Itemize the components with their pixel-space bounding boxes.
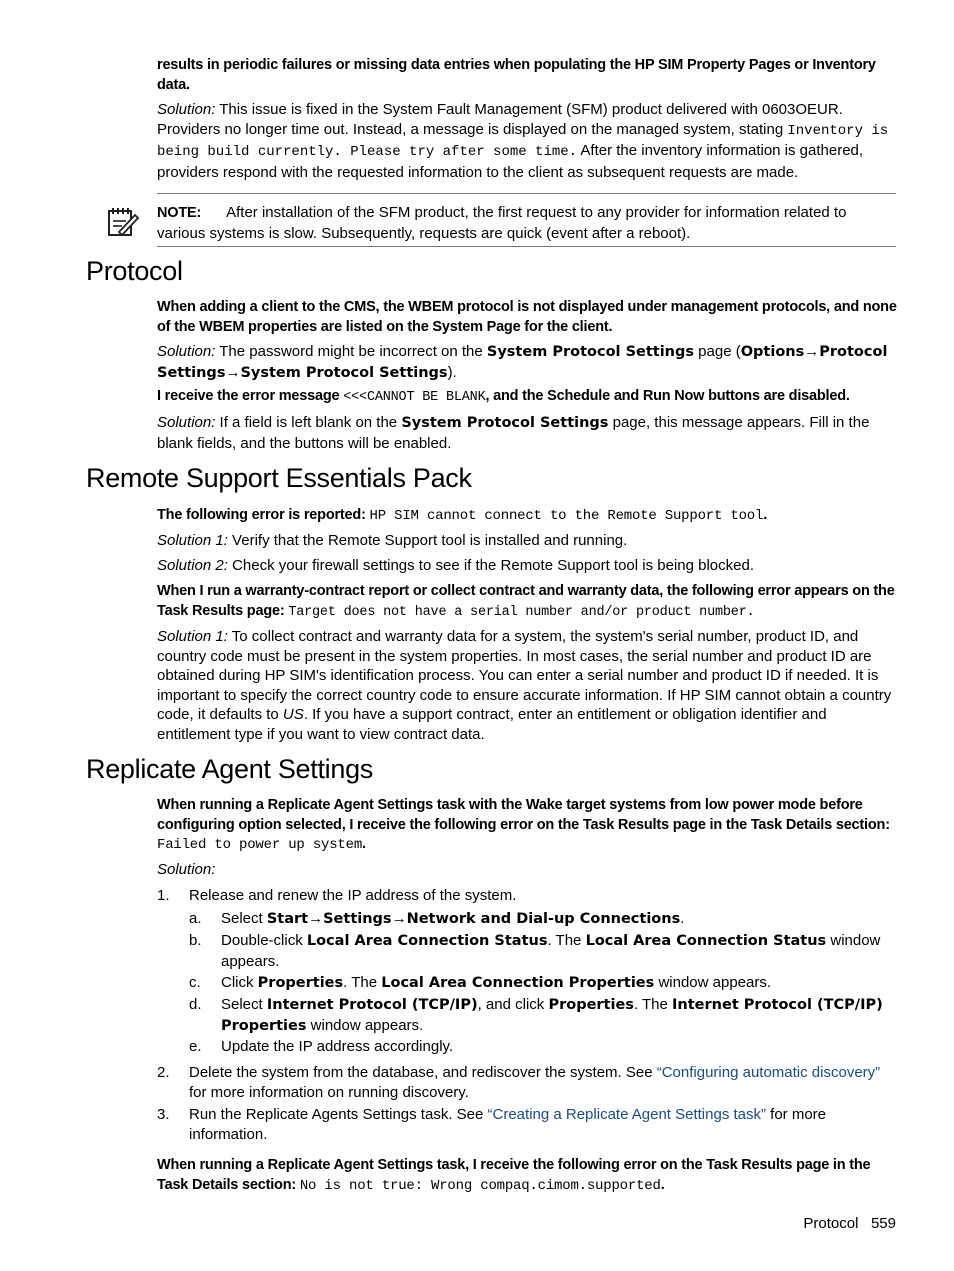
note-body: NOTE: After installation of the SFM product, the first request to any provider for information related to various systems is slow. Subsequently, requests are quick (event after a reboot). xyxy=(157,204,847,242)
heading-replicate-agent: Replicate Agent Settings xyxy=(86,754,373,784)
rsep-solution-2: Solution 2: Check your firewall settings to see if the Remote Support tool is being blocked. xyxy=(157,557,754,574)
heading-remote-support: Remote Support Essentials Pack xyxy=(86,463,472,493)
rsep-question-1: The following error is reported: HP SIM cannot connect to the Remote Support tool. xyxy=(157,507,768,524)
ras-solution-label: Solution: xyxy=(157,861,216,878)
protocol-solution-1: Solution: The password might be incorrect on the System Protocol Settings page (Options→Protocol Settings→System Protocol Settings). xyxy=(157,343,888,381)
rsep-solution-1: Solution 1: Verify that the Remote Support tool is installed and running. xyxy=(157,532,628,549)
intro-question: results in periodic failures or missing data entries when populating the HP SIM Property Pages or Inventory data. xyxy=(157,57,876,93)
link-creating-replicate-agent-task[interactable]: “Creating a Replicate Agent Settings task” xyxy=(487,1106,766,1123)
page-number: 559 xyxy=(870,1215,896,1232)
ras-question-2: When running a Replicate Agent Settings task, I receive the following error on the Task Results page in the Task Details section: No is not true: Wrong compaq.cimom.supported. xyxy=(157,1157,871,1194)
note-pencil-icon xyxy=(106,205,140,237)
rsep-question-2: When I run a warranty-contract report or collect contract and warranty data, the following error appears on the Task Results page: Target does not have a serial number and/or product number. xyxy=(157,583,895,620)
page-footer xyxy=(803,1215,896,1232)
footer-section: Protocol xyxy=(803,1215,859,1232)
heading-protocol: Protocol xyxy=(86,256,183,286)
document-page: results in periodic failures or missing data entries when populating the HP SIM Property Pages or Inventory data. Solution: This issue is fixed in the System Fault Management (SFM) product delivered with 0603OEUR. Providers no longer time out. Instead, a message is displayed on the managed system, stating Inventory is being build currently. Please try after some time. After the inventory information is gathered, providers respond with the requested information to the client as subsequent requests are made. NOTE: After installation of the SFM product, the first request to any provider for information related to various systems is slow. Subsequently, requests are quick (event after a reboot). Protocol When adding a client to the CMS, the WBEM protocol is not displayed under management protocols, and none of the WBEM properties are listed on the System Page for the client. Solution: The password might be incorrect on the System Protocol Settings page (Options→Protocol Settings→System Protocol Settings). I receive the error message <<<CANNOT BE BLANK, and the Schedule and Run Now buttons are disabled. Solution: If a field is left blank on the System Protocol Settings page, this message appears. Fill in the blank fields, and the buttons will be enabled. Remote Support Essentials Pack The following error is reported: HP SIM cannot connect to the Remote Support tool. Solution 1: Verify that the Remote Support tool is installed and running. Solution 2: Check your firewall settings to see if the Remote Support tool is being blocked. When I run a warranty-contract report or collect contract and warranty data, the following error appears on the Task Results page: Target does not have a serial number and/or product number. Solution 1: To collect contract and warranty data for a system, the system's serial number, product ID, and country code must be present in the system properties. In most cases, the serial number and product ID are obtained during HP SIM's identification process. You can enter a serial number and product ID if needed. It is important to specify the correct country code to ensure accurate information. If HP SIM cannot obtain a country code, it defaults to US. If you have a support contract, enter an entitlement or obligation identifier and entitlement type if you want to view contract data. Replicate Agent Settings When running a Replicate Agent Settings task with the Wake target systems from low power mode before configuring option selected, I receive the following error on the Task Results page in the Task Details section: Failed to power up system. Solution: 1. Release and renew the IP address of the system. a. Select Start→Settings→Network and Dial-up Connections. b. Double-click Local Area Connection Status. The Local Area Connection Status window appears. c. Click Properties. The Local Area Connection Properties window appears. d. Select Internet Protocol (TCP/IP), and click Properties. The Internet Protocol (TCP/IP) Properties window appears. e. Update the IP address accordingly. 2. Delete the system from the database, and rediscover the system. See “Configuring automatic discovery” for more information on running discovery. 3. Run the Replicate Agents Settings task. See “Creating a Replicate Agent Settings task” for more information. When running a Replicate Agent Settings task, I receive the following error on the Task Results page in the Task Details section: No is not true: Wrong compaq.cimom.supported. Protocol 559 xyxy=(86,57,897,1232)
rsep-solution-3: Solution 1: To collect contract and warranty data for a system, the system's serial number, product ID, and country code must be present in the system properties. In most cases, the serial number and product ID are obtained during HP SIM's identification process. You can enter a serial number and product ID if needed. It is important to specify the correct country code to ensure accurate information. If HP SIM cannot obtain a country code, it defaults to US. If you have a support contract, enter an entitlement or obligation identifier and entitlement type if you want to view contract data. xyxy=(157,628,892,743)
ras-question-1: When running a Replicate Agent Settings task with the Wake target systems from low power mode before configuring option selected, I receive the following error on the Task Results page in the Task Details section: Failed to power up system. xyxy=(157,797,890,853)
intro-solution: Solution: This issue is fixed in the System Fault Management (SFM) product delivered with 0603OEUR. Providers no longer time out. Instead, a message is displayed on the managed system, stating Inventory is being build currently. Please try after some time. After the inventory information is gathered, providers respond with the requested information to the client as subsequent requests are made. xyxy=(157,101,889,181)
note-bottom-rule xyxy=(157,246,896,247)
protocol-question-2: I receive the error message <<<CANNOT BE BLANK, and the Schedule and Run Now buttons are disabled. xyxy=(157,388,850,405)
protocol-solution-2: Solution: If a field is left blank on the System Protocol Settings page, this message appears. Fill in the blank fields, and the buttons will be enabled. xyxy=(157,414,870,452)
note-top-rule xyxy=(157,193,896,194)
link-configuring-automatic-discovery[interactable]: “Configuring automatic discovery” xyxy=(656,1064,881,1081)
protocol-question-1: When adding a client to the CMS, the WBEM protocol is not displayed under management protocols, and none of the WBEM properties are listed on the System Page for the client. xyxy=(157,299,897,335)
